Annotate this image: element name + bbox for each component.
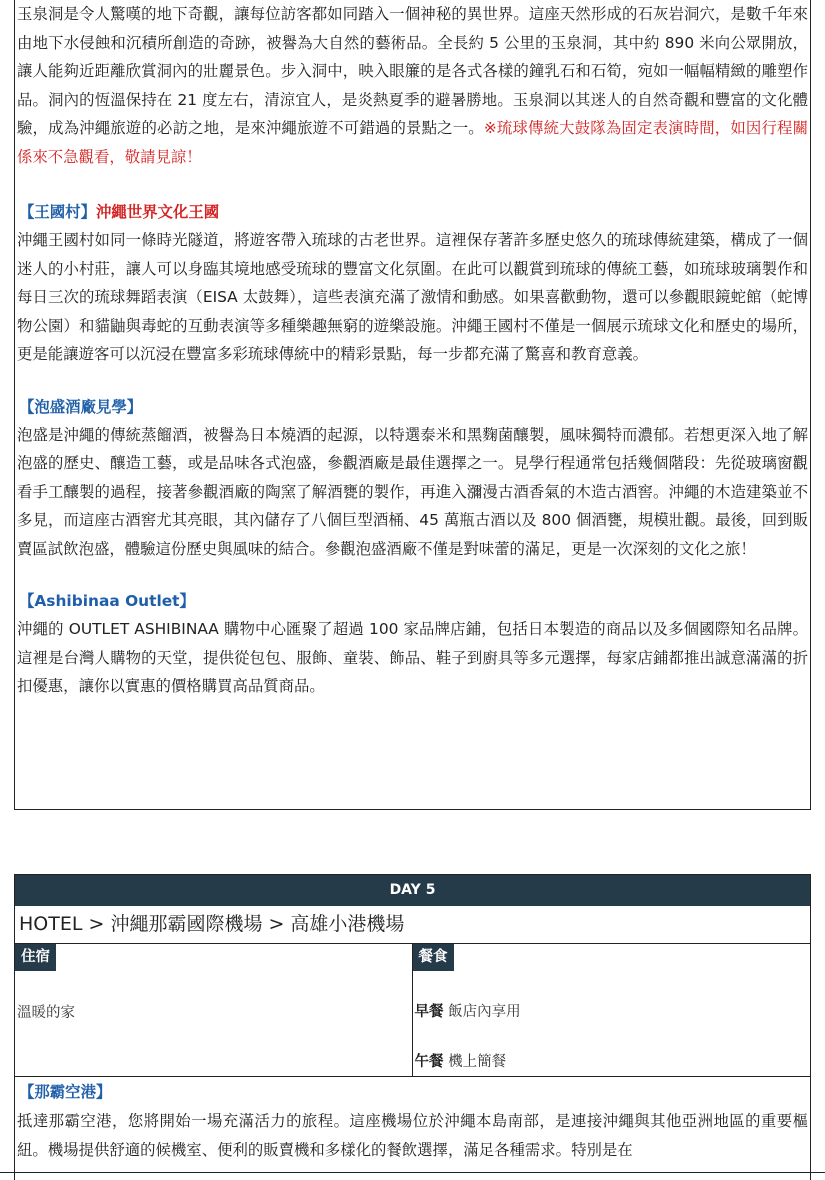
page-bottom-rule xyxy=(0,1172,825,1173)
lunch-value: 機上簡餐 xyxy=(448,1054,507,1070)
day5-itinerary xyxy=(14,874,811,1180)
meals-label: 餐食 xyxy=(413,944,454,971)
naha-airport-paragraph: 抵達那霸空港，您將開始一場充滿活力的旅程。這座機場位於沖繩本島南部，是連接沖繩與其他亞洲地區的重要樞紐。機場提供舒適的候機室、便利的販賣機和多樣化的餐飲選擇，滿足各種需求。特別是在 xyxy=(17,1112,808,1159)
gyokusendo-text: 玉泉洞是令人驚嘆的地下奇觀，讓每位訪客都如同踏入一個神秘的異世界。這座天然形成的石灰岩洞穴，是數千年來由地下水侵蝕和沉積所創造的奇跡，被譽為大自然的藝術品。全長約 5 公里的玉泉洞，其中約 890 米向公眾開放，讓人能夠近距離欣賞洞內的壯麗景色。步入洞中，映入眼簾的是各式各樣的鐘乳石和石筍，宛如一幅幅精緻的雕塑作品。洞內的恆溫保持在 21 度左右，清涼宜人，是炎熱夏季的避暑勝地。玉泉洞以其迷人的自然奇觀和豐富的文化體驗，成為沖繩旅遊的必訪之地，是來沖繩旅遊不可錯過的景點之一。 xyxy=(17,5,808,137)
lodging-label: 住宿 xyxy=(15,944,56,971)
kingdom-village-title xyxy=(15,198,810,226)
kingdom-village-paragraph: 沖繩王國村如同一條時光隧道，將遊客帶入琉球的古老世界。這裡保存著許多歷史悠久的琉球傳統建築，構成了一個迷人的小村莊，讓人可以身臨其境地感受琉球的豐富文化氛圍。在此可以觀賞到琉球的傳統工藝，如琉球玻璃製作和每日三次的琉球舞蹈表演（EISA 太鼓舞），這些表演充滿了激情和動感。如果喜歡動物，還可以參觀眼鏡蛇館（蛇博物公園）和貓鼬與毒蛇的互動表演等多種樂趣無窮的遊樂設施。沖繩王國村不僅是一個展示琉球文化和歷史的場所，更是能讓遊客可以沉浸在豐富多彩琉球傳統中的精彩景點，每一步都充滿了驚喜和教育意義。 xyxy=(17,231,808,363)
lunch-row xyxy=(415,1050,507,1071)
ashibinaa-outlet-title: 【Ashibinaa Outlet】 xyxy=(19,592,195,610)
kingdom-village-heading: 【王國村】 xyxy=(19,203,96,221)
awamori-distillery-title: 【泡盛酒廠見學】 xyxy=(19,397,143,416)
ashibinaa-outlet-paragraph: 沖繩的 OUTLET ASHIBINAA 購物中心匯聚了超過 100 家品牌店鋪，包括日本製造的商品以及多個國際知名品牌。這裡是台灣人購物的天堂，提供從包包、服飾、童裝、飾品、鞋子到廚具等多元選擇，每家店鋪都推出誠意滿滿的折扣優惠，讓你以實惠的價格購買高品質商品。 xyxy=(17,620,808,695)
awamori-distillery-paragraph: 泡盛是沖繩的傳統蒸餾酒，被譽為日本燒酒的起源，以特選泰米和黑麴菌釀製，風味獨特而濃郁。若想更深入地了解泡盛的歷史、釀造工藝，或是品味各式泡盛，參觀酒廠是最佳選擇之一。見學行程通常包括幾個階段：先從玻璃窗觀看手工釀製的過程，接著參觀酒廠的陶窯了解酒甕的製作，再進入瀰漫古酒香氣的木造古酒窖。沖繩的木造建築並不多見，而這座古酒窖尤其亮眼，其內儲存了八個巨型酒桶、45 萬瓶古酒以及 800 個酒甕，規模壯觀。最後，回到販賣區試飲泡盛，體驗這份歷史與風味的結合。參觀泡盛酒廠不僅是對味蕾的滿足，更是一次深刻的文化之旅！ xyxy=(17,425,808,558)
breakfast-value: 飯店內享用 xyxy=(448,1004,521,1020)
gyokusendo-paragraph xyxy=(15,0,810,171)
attractions-content-block xyxy=(14,0,811,810)
lodging-value: 溫暖的家 xyxy=(17,1005,75,1021)
lunch-label: 午餐 xyxy=(414,1054,444,1070)
breakfast-label: 早餐 xyxy=(414,1004,444,1020)
lodging-cell xyxy=(15,944,413,1076)
drum-show-notice: ※琉球傳統大鼓隊為固定表演時間，如因行程關係來不急觀看，敬請見諒！ xyxy=(17,119,808,166)
day5-info-table xyxy=(15,944,810,1077)
day5-header: DAY 5 xyxy=(15,875,810,906)
naha-airport-title: 【那霸空港】 xyxy=(19,1083,112,1101)
day5-route: HOTEL > 沖繩那霸國際機場 > 高雄小港機場 xyxy=(15,906,810,944)
meals-cell xyxy=(413,944,811,1076)
kingdom-village-subtitle: 沖繩世界文化王國 xyxy=(95,203,220,221)
breakfast-row xyxy=(415,1000,521,1021)
